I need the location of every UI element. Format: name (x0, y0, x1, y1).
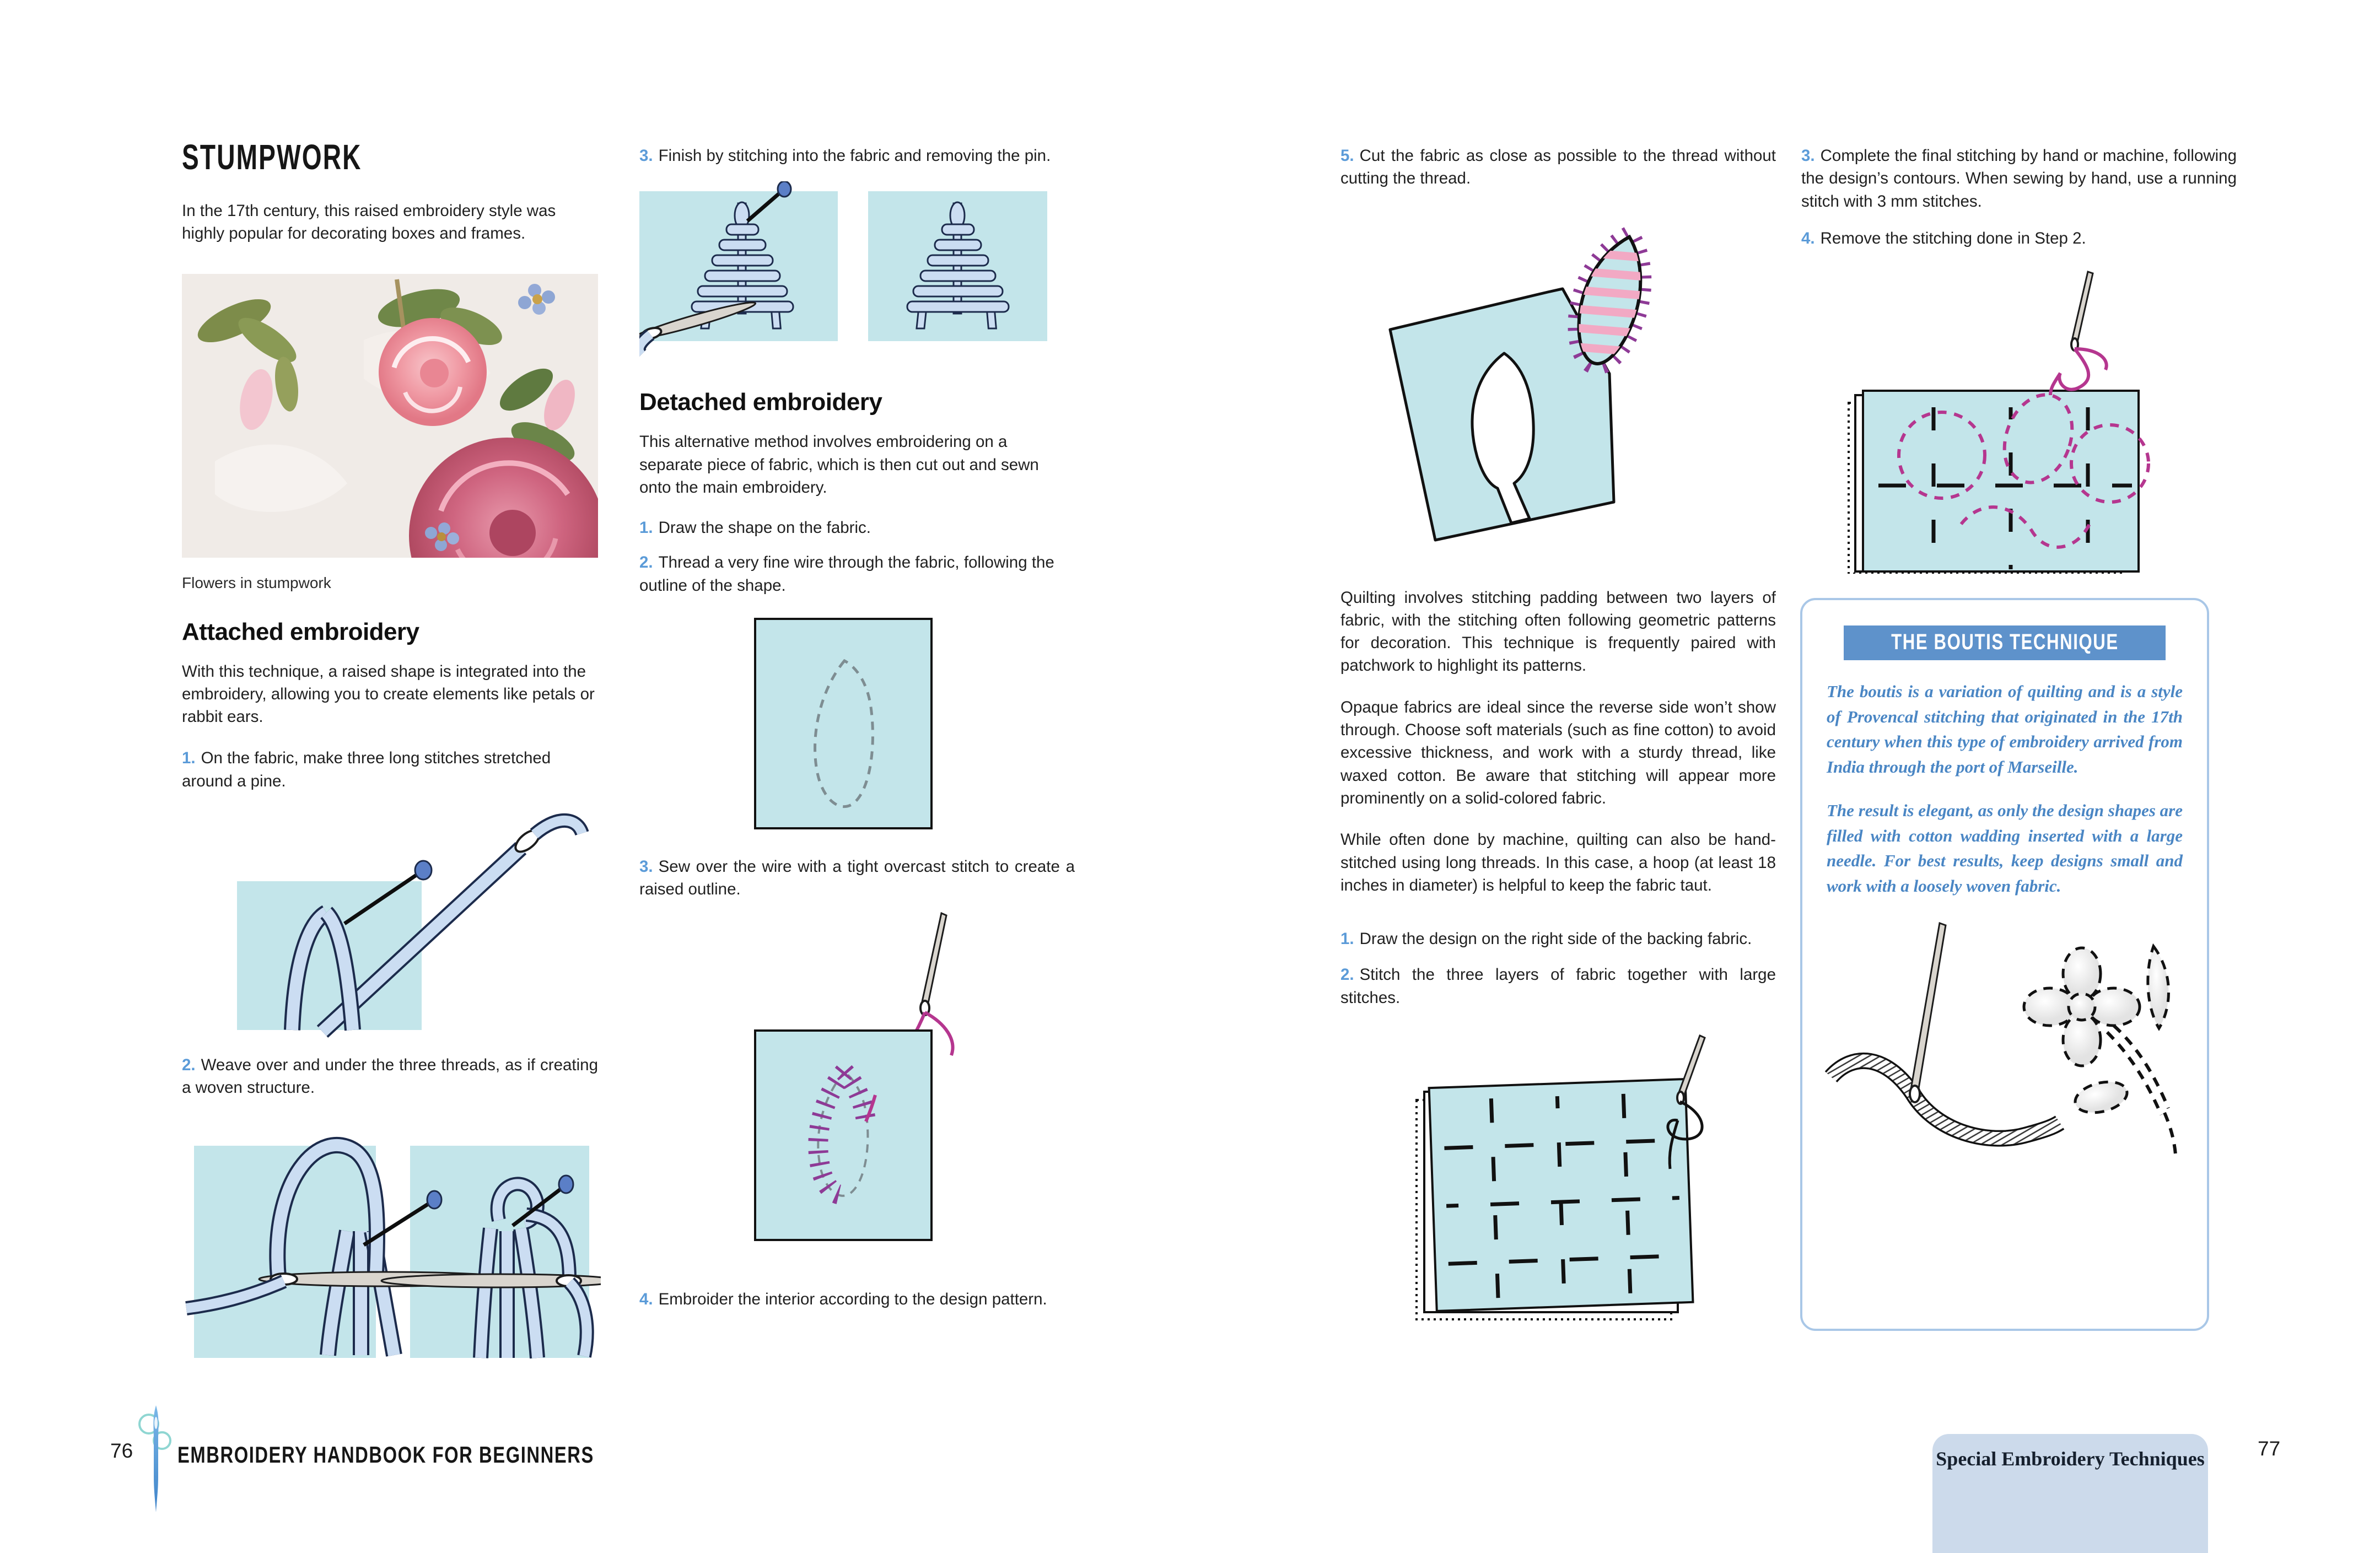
stumpwork-intro: In the 17th century, this raised embroidery style was highly popular for decorating boxes and frames. (182, 202, 556, 243)
quilting-step4-illustration (1801, 265, 2237, 574)
quilting-step-3: 3. Complete the final stitching by hand or machine, following the design’s contours. When sewing by hand, use a running stitch with 3 mm stitches. (1801, 147, 2237, 211)
detached-step-4: 4. Embroider the interior according to the design pattern. (639, 1290, 1047, 1308)
detached-heading: Detached embroidery (639, 389, 882, 416)
quilting-para-3: While often done by machine, quilting can also be hand-stitched using long threads. In this case, a hoop (at least 18 inches in diameter) is helpful to keep the fabric taut. (1340, 831, 1776, 894)
photo-caption: Flowers in stumpwork (182, 574, 331, 591)
pin-head-icon (778, 181, 791, 197)
right-column-left (1340, 144, 1776, 1326)
detached-step-1: 1. Draw the shape on the fabric. (639, 519, 871, 537)
detached-step5-illustration (1340, 214, 1776, 564)
attached-step3-illustration (639, 181, 1075, 358)
chapter-tab-label: Special Embroidery Techniques (1936, 1448, 2205, 1470)
stumpwork-photo (182, 274, 598, 558)
detached-step2-illustration (639, 612, 1075, 835)
quilting-step-2: 2. Stitch the three layers of fabric together with large stitches. (1340, 966, 1776, 1007)
chapter-tab (1932, 1434, 2208, 1553)
boutis-technique-box (1800, 598, 2209, 1331)
left-column (182, 137, 598, 1372)
detached-step-2: 2. Thread a very fine wire through the fabric, following the outline of the shape. (639, 553, 1054, 595)
quilting-para-1: Quilting involves stitching padding between two layers of fabric, with the stitching often following geometric patterns for decoration. This technique is frequently paired with patchwork to highlight its patterns. (1340, 588, 1776, 675)
attached-step-1: 1. On the fabric, make three long stitches stretched around a pine. (182, 749, 551, 790)
boutis-para-2: The result is elegant, as only the design shapes are filled with cotton wadding inserted with a large needle. For best results, keep designs small and work with a loosely woven fabric. (1827, 801, 2183, 896)
detached-step-5: 5. Cut the fabric as close as possible to the thread without cutting the thread. (1340, 147, 1776, 188)
boutis-illustration (1823, 914, 2187, 1162)
attached-step1-illustration (182, 796, 598, 1038)
quilting-step2-illustration (1340, 1026, 1776, 1326)
boutis-para-1: The boutis is a variation of quilting and is a style of Provencal stitching that originated in the 17th century when this type of embroidery arrived from India through the port of Marseille. (1827, 682, 2183, 776)
detached-step3-illustration (639, 907, 1075, 1265)
attached-intro: With this technique, a raised shape is integrated into the embroidery, allowing you to create elements like petals or rabbit ears. (182, 662, 595, 726)
quilting-para-2: Opaque fabrics are ideal since the reverse side won’t show through. Choose soft materials (such as fine cotton) to avoid excessive thickness, and work with a sturdy thread, like waxed cotton. Be aware that stitching will appear more prominently on a solid-colored fabric. (1340, 698, 1776, 807)
attached-heading: Attached embroidery (182, 618, 419, 645)
quilting-step-1: 1. Draw the design on the right side of the backing fabric. (1340, 930, 1752, 948)
quilting-step-4: 4. Remove the stitching done in Step 2. (1801, 229, 2086, 247)
attached-step-3: 3. Finish by stitching into the fabric and removing the pin. (639, 147, 1051, 165)
right-page-number: 77 (2258, 1437, 2281, 1460)
detached-step-3: 3. Sew over the wire with a tight overcast stitch to create a raised outline. (639, 858, 1075, 899)
detached-intro: This alternative method involves embroidering on a separate piece of fabric, which is then cut out and sewn onto the main embroidery. (639, 433, 1039, 497)
left-footer-title: EMBROIDERY HANDBOOK FOR BEGINNERS (177, 1442, 594, 1468)
right-column-right (1801, 144, 2237, 896)
left-page-number: 76 (110, 1439, 133, 1462)
pin-head-icon (415, 861, 432, 880)
attached-step-2: 2. Weave over and under the three threads, as if creating a woven structure. (182, 1056, 598, 1097)
pin-head-icon (427, 1191, 441, 1209)
pin-head-icon (559, 1175, 573, 1193)
middle-column (639, 144, 1075, 1311)
boutis-title-bar: THE BOUTIS TECHNIQUE (1844, 625, 2166, 660)
needle-thread-logo-icon (137, 1404, 175, 1514)
attached-step2-illustration (182, 1113, 601, 1372)
page-title: STUMPWORK (182, 137, 362, 177)
